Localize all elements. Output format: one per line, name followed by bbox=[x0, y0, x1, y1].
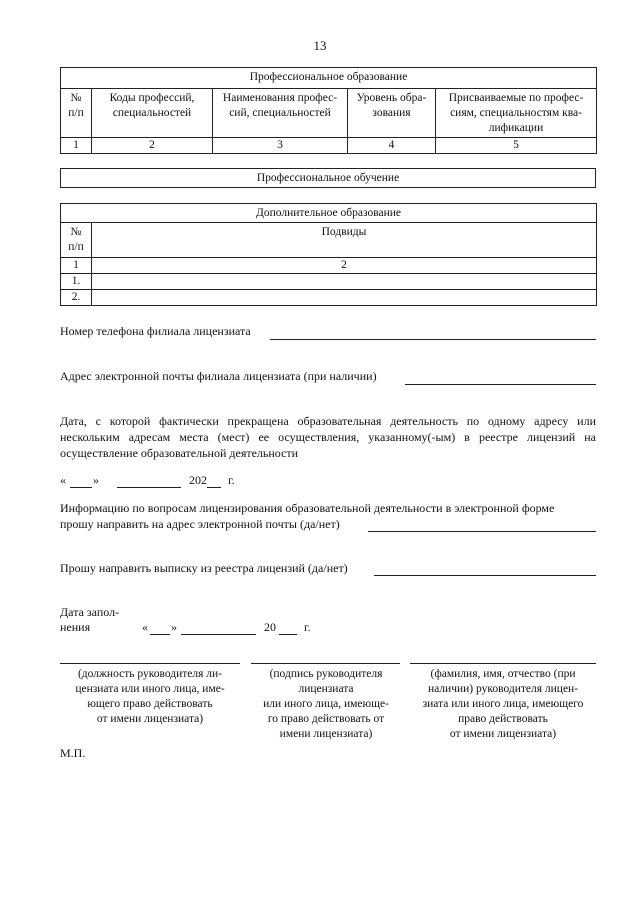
electronic-info-text-1: Информацию по вопросам лицензирования образовательной деятельности в электронной форме bbox=[60, 501, 555, 515]
termination-year-field[interactable] bbox=[207, 487, 221, 488]
fill-year-field[interactable] bbox=[279, 634, 297, 635]
fill-year-prefix: 20 bbox=[264, 620, 276, 634]
termination-date-open-quote: « bbox=[60, 473, 66, 487]
row-number: 1. bbox=[61, 274, 92, 290]
branch-email-label: Адрес электронной почты филиала лицензиата (при наличии) bbox=[60, 369, 377, 383]
full-name-signature-line[interactable] bbox=[410, 663, 596, 664]
registry-extract-label: Прошу направить выписку из реестра лицензий (да/нет) bbox=[60, 561, 348, 575]
row-value[interactable] bbox=[92, 290, 597, 306]
header-cell: № п/п bbox=[61, 89, 92, 138]
fill-date-label-1: Дата запол- bbox=[60, 605, 120, 619]
vocational-education-table bbox=[60, 67, 597, 154]
electronic-info-field[interactable] bbox=[368, 531, 596, 532]
vocational-training-table bbox=[60, 168, 596, 188]
table-header-row bbox=[61, 89, 597, 138]
table-title-row bbox=[61, 68, 597, 89]
vocational-education-title: Профессиональное образование bbox=[61, 68, 597, 89]
termination-day-field[interactable] bbox=[70, 487, 92, 488]
signature-caption: (подпись руководителя лицензиата или иного лица, имеюще- го право действовать от имени лицензиата) bbox=[263, 668, 389, 740]
table-row bbox=[61, 274, 597, 290]
header-cell: Подвиды bbox=[92, 223, 597, 258]
additional-education-title: Дополнительное образование bbox=[61, 204, 597, 223]
column-number-row bbox=[61, 258, 597, 274]
column-number: 4 bbox=[348, 138, 436, 154]
termination-month-field[interactable] bbox=[117, 487, 181, 488]
table-header-row bbox=[61, 223, 597, 258]
row-value[interactable] bbox=[92, 274, 597, 290]
header-cell: № п/п bbox=[61, 223, 92, 258]
fill-day-field[interactable] bbox=[150, 634, 170, 635]
fill-month-field[interactable] bbox=[181, 634, 256, 635]
electronic-info-text-2: прошу направить на адрес электронной почты (да/нет) bbox=[60, 517, 340, 531]
fill-year-suffix: г. bbox=[304, 620, 311, 634]
termination-date-text: Дата, с которой фактически прекращена образовательная деятельность по одному адресу или нескольким адресам места (мест) ее осуществления, указанному(-ым) в реестре лицензий на осуществление образовательной деятельности bbox=[60, 414, 596, 460]
header-cell: Наименования профес- сий, специальностей bbox=[213, 89, 348, 138]
column-number: 1 bbox=[61, 258, 92, 274]
column-number: 2 bbox=[92, 258, 597, 274]
table-row bbox=[61, 290, 597, 306]
fill-date-open-quote: « bbox=[142, 620, 148, 634]
column-number: 3 bbox=[213, 138, 348, 154]
column-number: 5 bbox=[436, 138, 597, 154]
page-number: 13 bbox=[313, 38, 327, 53]
column-number-row bbox=[61, 138, 597, 154]
header-cell: Коды профессий, специальностей bbox=[92, 89, 213, 138]
column-number: 2 bbox=[92, 138, 213, 154]
termination-year-prefix: 202 bbox=[189, 473, 207, 487]
stamp-label: М.П. bbox=[60, 746, 86, 760]
table-title-row bbox=[61, 204, 597, 223]
fill-date-close-quote: » bbox=[171, 620, 177, 634]
header-cell: Уровень обра- зования bbox=[348, 89, 436, 138]
fill-date-label-2: нения bbox=[60, 620, 91, 634]
position-signature-line[interactable] bbox=[60, 663, 240, 664]
row-number: 2. bbox=[61, 290, 92, 306]
branch-phone-label: Номер телефона филиала лицензиата bbox=[60, 324, 251, 338]
branch-email-field[interactable] bbox=[405, 384, 596, 385]
vocational-training-title: Профессиональное обучение bbox=[61, 169, 596, 188]
signature-line[interactable] bbox=[251, 663, 400, 664]
column-number: 1 bbox=[61, 138, 92, 154]
branch-phone-field[interactable] bbox=[270, 339, 596, 340]
header-cell: Присваиваемые по профес- сиям, специальностям ква- лификации bbox=[436, 89, 597, 138]
position-caption: (должность руководителя ли- цензиата или иного лица, име- ющего право действовать от имени лицензиата) bbox=[75, 668, 225, 725]
registry-extract-field[interactable] bbox=[374, 575, 596, 576]
additional-education-table bbox=[60, 203, 597, 306]
termination-year-suffix: г. bbox=[228, 473, 235, 487]
full-name-caption: (фамилия, имя, отчество (при наличии) руководителя лицен- зиата или иного лица, имеющего право действовать от имени лицензиата) bbox=[422, 668, 584, 740]
termination-date-close-quote: » bbox=[93, 473, 99, 487]
